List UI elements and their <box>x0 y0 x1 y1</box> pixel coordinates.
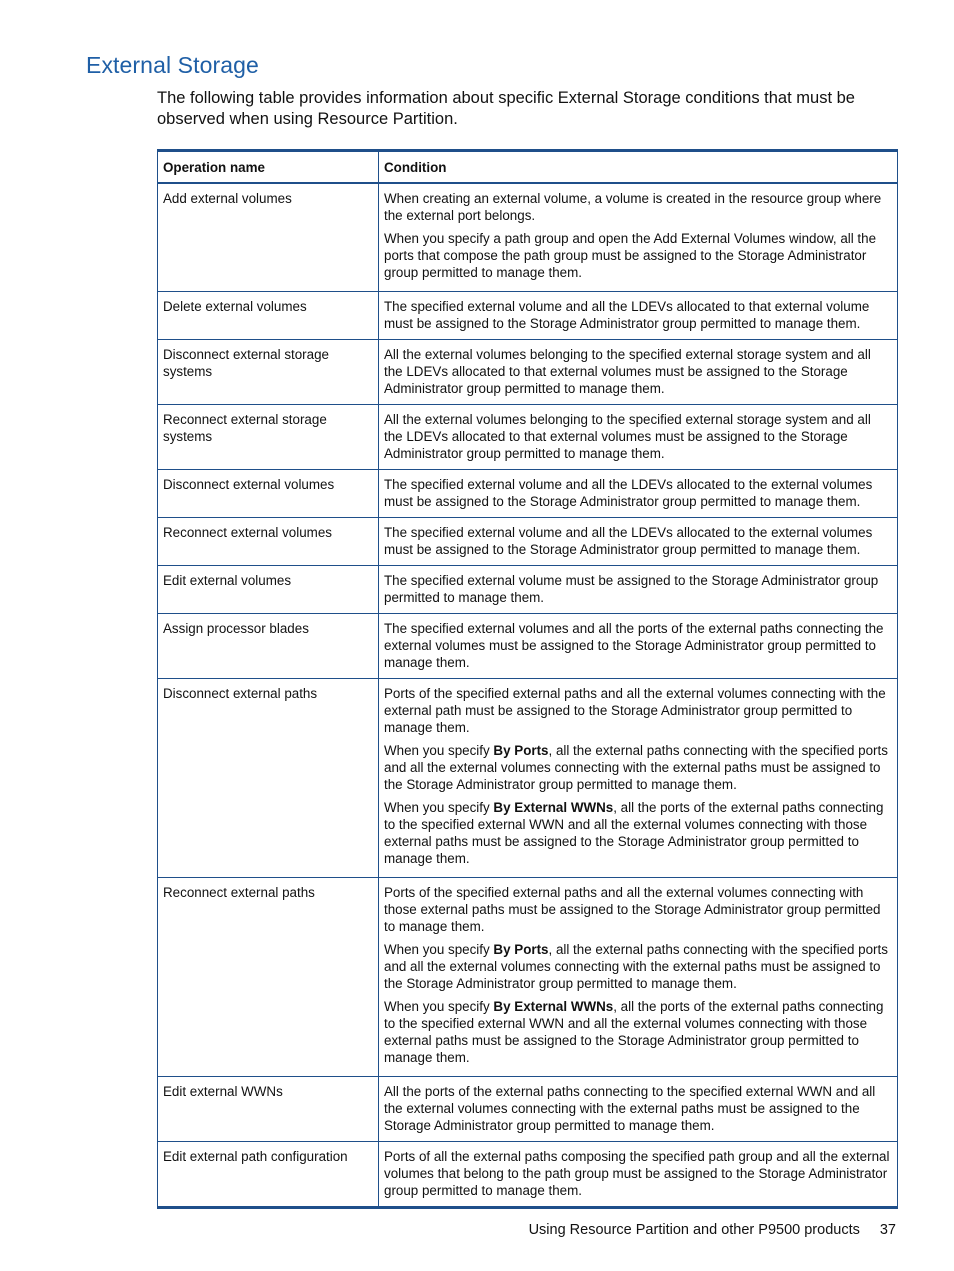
operation-cell: Edit external path configuration <box>158 1142 379 1208</box>
table-row <box>158 679 898 878</box>
condition-text: When creating an external volume, a volume is created in the resource group where the external port belongs. <box>384 191 882 223</box>
condition-prefix: When you specify <box>384 999 494 1014</box>
table-header-row <box>158 151 898 184</box>
condition-text-by-ports <box>384 742 892 793</box>
condition-text: Ports of all the external paths composing the specified path group and all the external volumes that belong to the path group must be assigned to the Storage Administrator group permitted to manage them. <box>384 1149 890 1198</box>
operation-cell: Reconnect external paths <box>158 878 379 1077</box>
condition-cell <box>379 405 898 470</box>
table-row <box>158 878 898 1077</box>
header-condition: Condition <box>379 151 898 184</box>
operation-cell: Edit external WWNs <box>158 1077 379 1142</box>
operation-cell: Reconnect external storage systems <box>158 405 379 470</box>
page-title: External Storage <box>86 52 259 78</box>
table-row <box>158 405 898 470</box>
condition-cell <box>379 518 898 566</box>
condition-text: All the external volumes belonging to the specified external storage system and all the LDEVs allocated to that external volumes must be assigned to the Storage Administrator group permitted to manage them. <box>384 347 871 396</box>
condition-cell <box>379 470 898 518</box>
by-external-wwns-term: By External WWNs <box>493 800 614 815</box>
condition-cell <box>379 1077 898 1142</box>
condition-text: When you specify a path group and open the Add External Volumes window, all the ports that compose the path group must be assigned to the Storage Administrator group permitted to manage them. <box>384 231 877 280</box>
table-row <box>158 614 898 679</box>
by-ports-term: By Ports <box>493 743 549 758</box>
operation-cell: Disconnect external volumes <box>158 470 379 518</box>
condition-prefix: When you specify <box>384 800 494 815</box>
condition-text: Ports of the specified external paths and all the external volumes connecting with those external paths must be assigned to the Storage Administrator group permitted to manage them. <box>384 885 881 934</box>
condition-text: The specified external volume and all the LDEVs allocated to that external volume must be assigned to the Storage Administrator group permitted to manage them. <box>384 299 870 331</box>
condition-text: The specified external volume must be assigned to the Storage Administrator group permitted to manage them. <box>384 573 879 605</box>
condition-cell <box>379 183 898 292</box>
intro-paragraph: The following table provides information about specific External Storage conditions that must be observed when using Resource Partition. <box>157 89 855 128</box>
condition-cell <box>379 1142 898 1208</box>
condition-text: Ports of the specified external paths and all the external volumes connecting with the external path must be assigned to the Storage Administrator group permitted to manage them. <box>384 686 886 735</box>
page-number: 37 <box>879 1222 896 1238</box>
condition-rest: , all the ports of the external paths connecting to the specified external WWN and all the external volumes connecting with those external paths must be assigned to the Storage Administrator group permitted to manage them. <box>384 999 884 1065</box>
by-ports-term: By Ports <box>493 942 549 957</box>
operation-cell: Edit external volumes <box>158 566 379 614</box>
operation-cell: Delete external volumes <box>158 292 379 340</box>
condition-cell <box>379 878 898 1077</box>
condition-cell <box>379 292 898 340</box>
header-operation-name: Operation name <box>158 151 379 184</box>
condition-text: The specified external volume and all the LDEVs allocated to the external volumes must be assigned to the Storage Administrator group permitted to manage them. <box>384 525 873 557</box>
table-row <box>158 518 898 566</box>
by-external-wwns-term: By External WWNs <box>493 999 614 1014</box>
operation-cell: Add external volumes <box>158 183 379 292</box>
condition-text: The specified external volume and all the LDEVs allocated to the external volumes must be assigned to the Storage Administrator group permitted to manage them. <box>384 477 873 509</box>
condition-cell <box>379 566 898 614</box>
footer-text: Using Resource Partition and other P9500 products <box>528 1222 860 1238</box>
table-row <box>158 292 898 340</box>
table-row <box>158 566 898 614</box>
condition-prefix: When you specify <box>384 743 494 758</box>
condition-prefix: When you specify <box>384 942 494 957</box>
condition-rest: , all the external paths connecting with the specified ports and all the external volumes connecting with the external paths must be assigned to the Storage Administrator group permitted to manage them. <box>384 743 888 792</box>
table-row <box>158 183 898 292</box>
condition-text-by-wwns <box>384 998 892 1066</box>
condition-cell <box>379 679 898 878</box>
operation-cell: Reconnect external volumes <box>158 518 379 566</box>
operation-cell: Disconnect external storage systems <box>158 340 379 405</box>
table-row <box>158 1077 898 1142</box>
conditions-table <box>157 149 898 1209</box>
condition-text: All the ports of the external paths connecting to the specified external WWN and all the external volumes connecting with the external paths must be assigned to the Storage Administrator group permitted to manage them. <box>384 1084 876 1133</box>
condition-text-by-wwns <box>384 799 892 867</box>
condition-cell <box>379 340 898 405</box>
page-footer <box>529 1222 896 1238</box>
condition-text-by-ports <box>384 941 892 992</box>
operation-cell: Disconnect external paths <box>158 679 379 878</box>
operation-cell: Assign processor blades <box>158 614 379 679</box>
condition-rest: , all the ports of the external paths connecting to the specified external WWN and all the external volumes connecting with those external paths must be assigned to the Storage Administrator group permitted to manage them. <box>384 800 884 866</box>
condition-text: All the external volumes belonging to the specified external storage system and all the LDEVs allocated to that external volumes must be assigned to the Storage Administrator group permitted to manage them. <box>384 412 871 461</box>
condition-rest: , all the external paths connecting with the specified ports and all the external volumes connecting with the external paths must be assigned to the Storage Administrator group permitted to manage them. <box>384 942 888 991</box>
table-row <box>158 340 898 405</box>
table-row <box>158 1142 898 1208</box>
table-row <box>158 470 898 518</box>
condition-text: The specified external volumes and all the ports of the external paths connecting the external volumes must be assigned to the Storage Administrator group permitted to manage them. <box>384 621 884 670</box>
condition-cell <box>379 614 898 679</box>
